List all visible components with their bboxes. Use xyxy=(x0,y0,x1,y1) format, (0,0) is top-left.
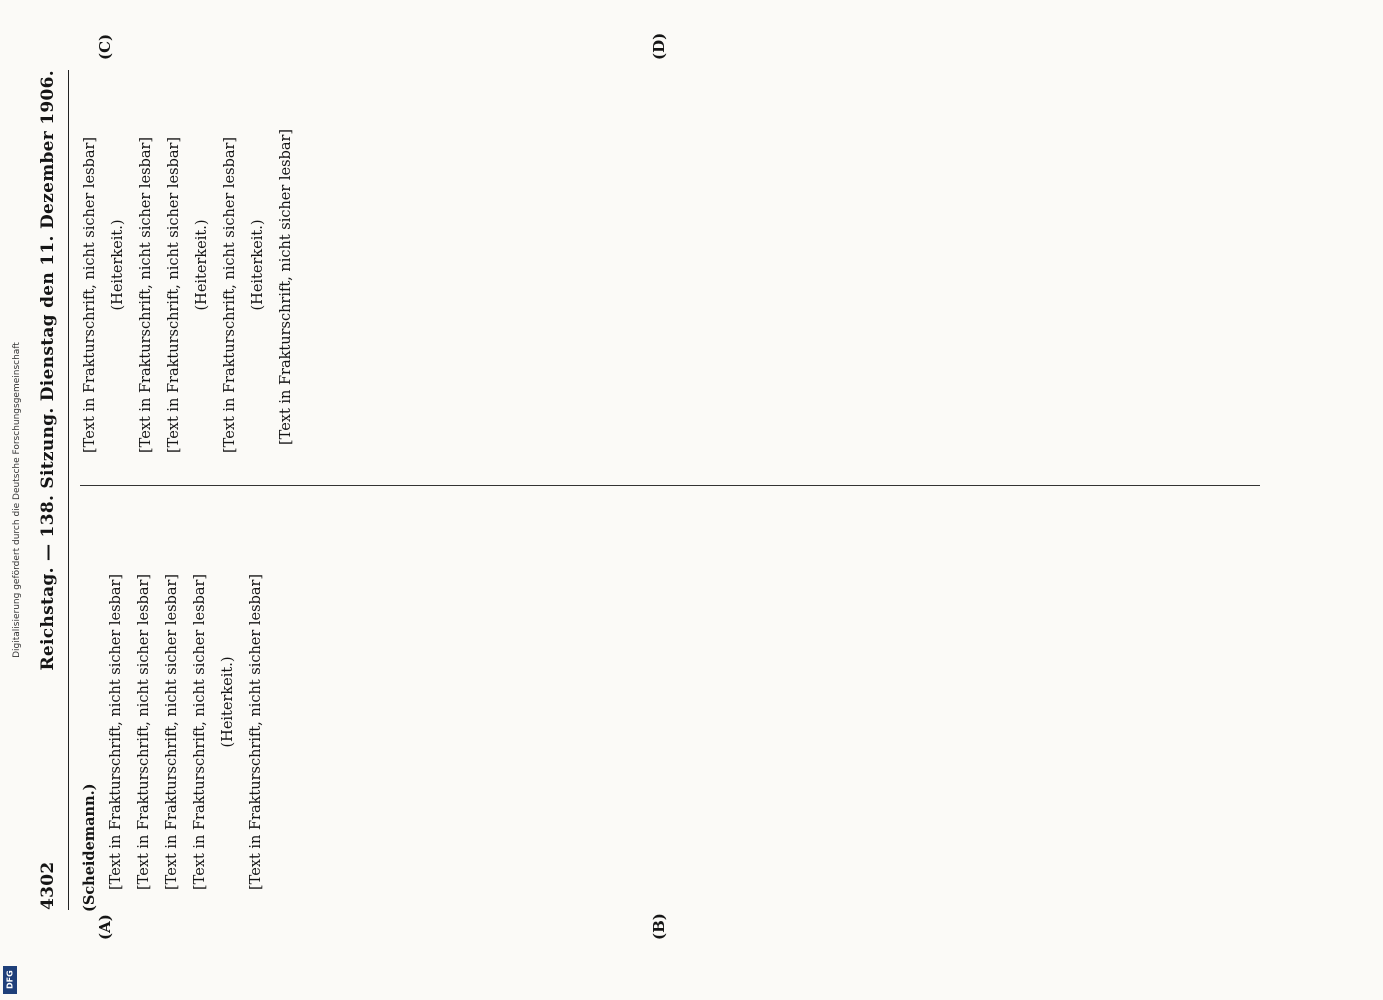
left-paragraph-1: [Text in Frakturschrift, nicht sicher lesbar] xyxy=(108,573,124,890)
right-interjection-2: (Heiterkeit.) xyxy=(194,219,210,311)
margin-marker-c: (C) xyxy=(96,33,114,60)
header-rule xyxy=(68,70,69,910)
column-divider xyxy=(80,485,1260,486)
margin-marker-d: (D) xyxy=(650,32,668,60)
dfg-credit-text: Digitalisierung gefördert durch die Deutsche Forschungsgemeinschaft xyxy=(12,342,22,658)
right-paragraph-5: [Text in Frakturschrift, nicht sicher lesbar] xyxy=(278,128,294,445)
right-interjection-1: (Heiterkeit.) xyxy=(110,219,126,311)
speaker-tag: (Scheidemann.) xyxy=(81,783,98,912)
left-paragraph-3: [Text in Frakturschrift, nicht sicher lesbar] xyxy=(164,573,180,890)
right-paragraph-2: [Text in Frakturschrift, nicht sicher lesbar] xyxy=(138,136,154,453)
left-paragraph-4: [Text in Frakturschrift, nicht sicher lesbar] xyxy=(192,573,208,890)
right-column xyxy=(80,55,1340,475)
left-interjection: (Heiterkeit.) xyxy=(220,656,236,748)
right-interjection-3: (Heiterkeit.) xyxy=(250,219,266,311)
page-title: Reichstag. — 138. Sitzung. Dienstag den 11. Dezember 1906. xyxy=(38,70,58,671)
left-paragraph-2: [Text in Frakturschrift, nicht sicher lesbar] xyxy=(136,573,152,890)
page-number: 4302 xyxy=(38,861,58,910)
dfg-logo: DFG xyxy=(3,966,17,994)
margin-marker-b: (B) xyxy=(650,913,668,940)
right-paragraph-4: [Text in Frakturschrift, nicht sicher lesbar] xyxy=(222,136,238,453)
left-paragraph-5: [Text in Frakturschrift, nicht sicher lesbar] xyxy=(248,573,264,890)
right-paragraph-1: [Text in Frakturschrift, nicht sicher lesbar] xyxy=(82,136,98,453)
right-paragraph-3: [Text in Frakturschrift, nicht sicher lesbar] xyxy=(166,136,182,453)
margin-marker-a: (A) xyxy=(96,914,114,940)
page-header xyxy=(30,70,66,910)
left-column xyxy=(80,492,1340,912)
